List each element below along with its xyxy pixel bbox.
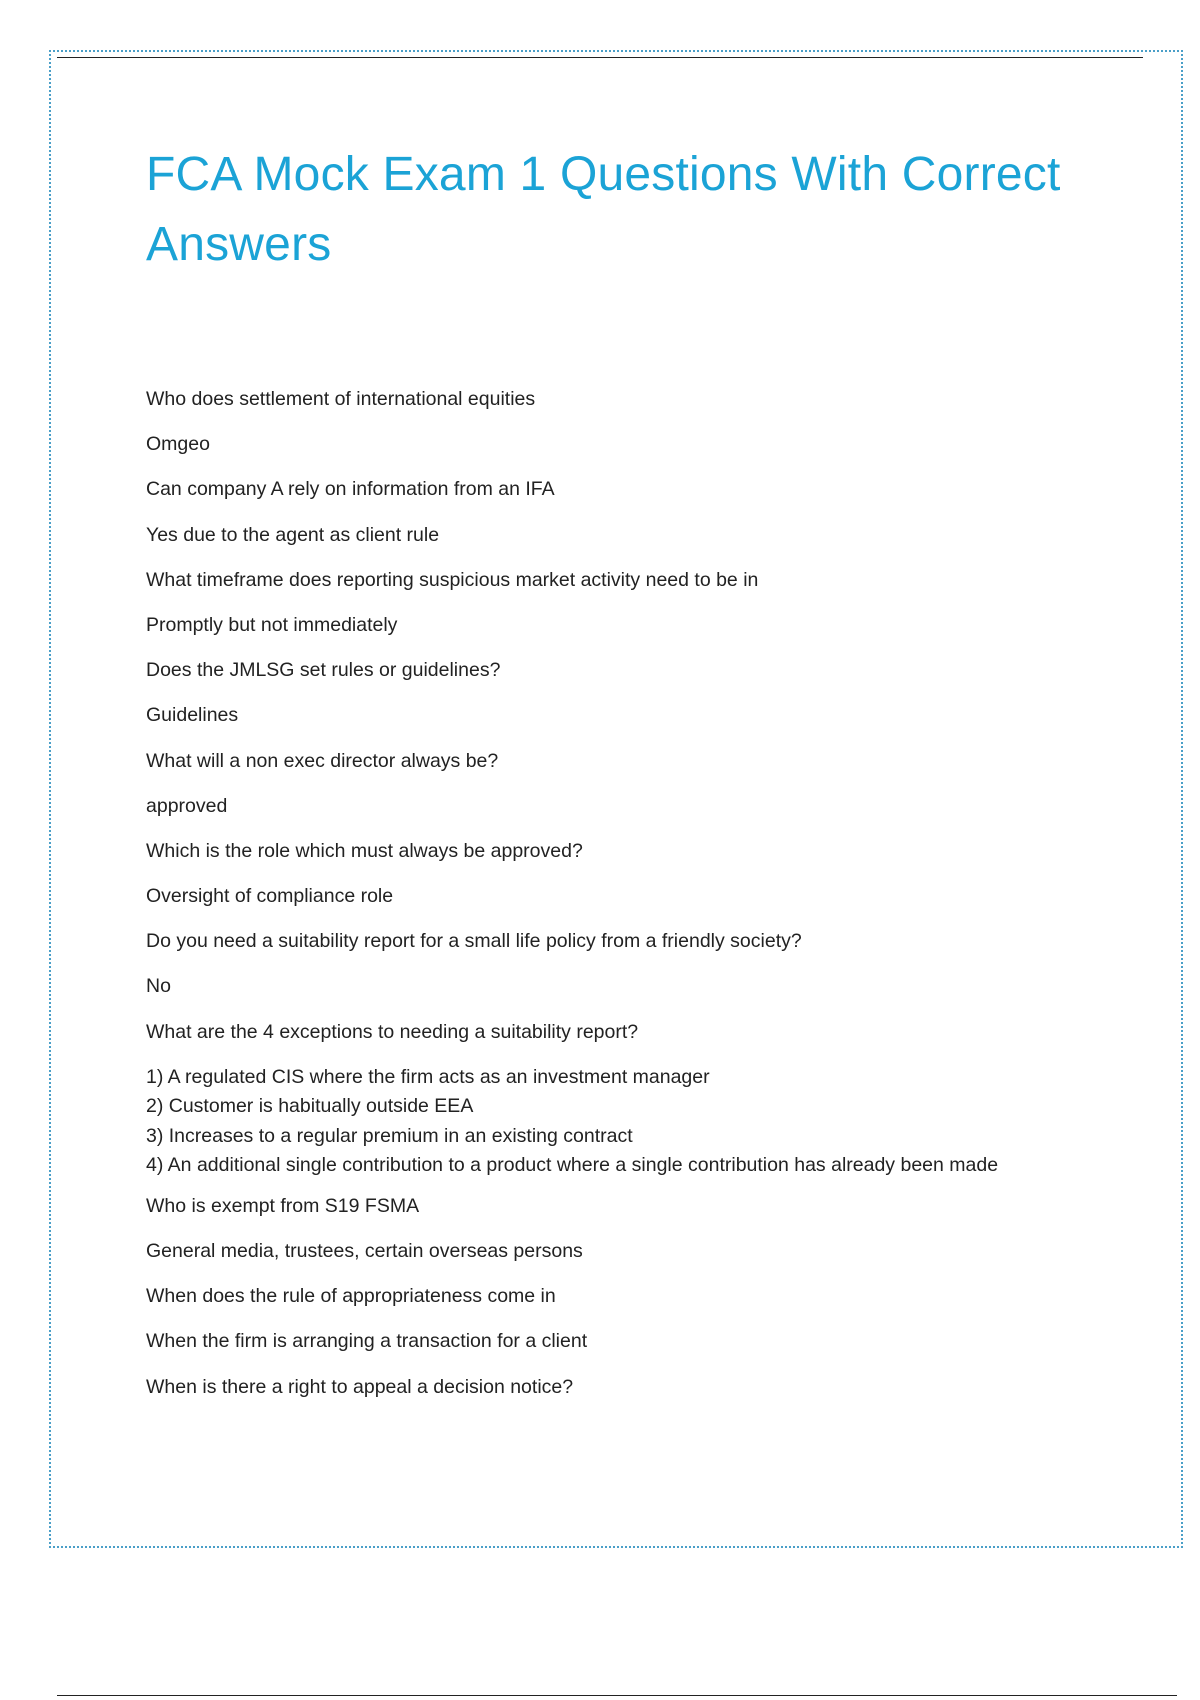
- answer-8-item-1: 1) A regulated CIS where the firm acts as an investment manager: [146, 1065, 710, 1088]
- answer-8-item-4: 4) An additional single contribution to a product where a single contribution has already been made: [146, 1154, 999, 1177]
- document-title: FCA Mock Exam 1 Questions With Correct Answers: [146, 148, 1061, 271]
- question-2: Can company A rely on information from an IFA: [146, 478, 555, 501]
- answer-4: Guidelines: [146, 704, 239, 727]
- question-9: Who is exempt from S19 FSMA: [146, 1194, 420, 1217]
- answer-3: Promptly but not immediately: [146, 613, 398, 636]
- question-7: Do you need a suitability report for a small life policy from a friendly society?: [146, 930, 802, 953]
- answer-10: When the firm is arranging a transaction for a client: [146, 1330, 588, 1353]
- question-11: When is there a right to appeal a decision notice?: [146, 1375, 574, 1398]
- answer-8: [146, 1063, 1096, 1181]
- answer-5: approved: [146, 794, 228, 817]
- question-6: Which is the role which must always be approved?: [146, 839, 583, 862]
- document-body: [146, 140, 1096, 1419]
- question-3: What timeframe does reporting suspicious market activity need to be in: [146, 568, 759, 591]
- answer-1: Omgeo: [146, 433, 210, 456]
- answer-6: Oversight of compliance role: [146, 885, 394, 908]
- header-rule: [57, 57, 1143, 58]
- question-1: Who does settlement of international equities: [146, 388, 536, 410]
- qa-list: [146, 386, 1096, 1419]
- question-5: What will a non exec director always be?: [146, 749, 499, 772]
- question-4: Does the JMLSG set rules or guidelines?: [146, 659, 501, 682]
- answer-7: No: [146, 975, 171, 998]
- answer-8-item-3: 3) Increases to a regular premium in an existing contract: [146, 1124, 633, 1147]
- question-10: When does the rule of appropriateness come in: [146, 1285, 556, 1308]
- answer-2: Yes due to the agent as client rule: [146, 523, 440, 546]
- footer-rule: [57, 1695, 1177, 1696]
- answer-9: General media, trustees, certain overseas persons: [146, 1240, 583, 1262]
- answer-8-item-2: 2) Customer is habitually outside EEA: [146, 1095, 474, 1118]
- question-8: What are the 4 exceptions to needing a suitability report?: [146, 1020, 639, 1043]
